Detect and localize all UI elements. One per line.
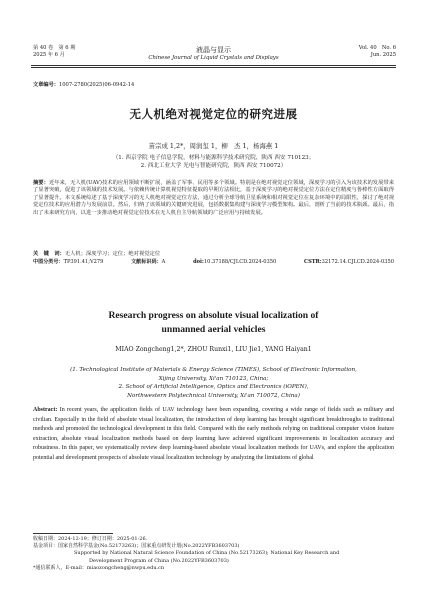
affiliation-en-4: Northwestern Polytechnical University, Xi'an 710072, China): [127, 392, 300, 399]
header-journal: [110, 46, 317, 62]
footnote-email: *通信联系人，E-mail：miaozongcheng@nwpu.edu.cn: [33, 564, 165, 571]
header-date-cn: 2025 年 6 月: [33, 51, 65, 58]
fund-cn-text: 国家自然科学基金(No.52173263)；国家重点研发计划(No.2022YFB3603703): [58, 543, 240, 550]
article-number-value: 1007-2780(2025)06-0942-14: [58, 82, 135, 88]
title-en: [31, 309, 396, 336]
title-cn: 无人机绝对视觉定位的研究进展: [129, 107, 298, 121]
doi-value: 10.37188/CJLCD.2024-0350: [203, 259, 277, 265]
abstract-en-text: In recent years, the application fields of UAV technology have been expanding, covering a wide range of fields such as military and civilian. Especially in the field of absolute visual localization, the introduction of deep learning has brought significant breakthroughs to traditional methods and promoted the technological development in this field. Compared with the early methods relying on traditional computer vision feature extraction, absolute visual localization methods based on deep learning have achieved significant improvements in localization accuracy and robustness. In this paper, we systematically review deep learning-based absolute visual localization methods for UAVs, and explore the application potential and development prospects of absolute visual localization technology by analyzing the limitations of global: [33, 407, 394, 461]
keywords-cn-text: 无人机；深度学习；定位；绝对视觉定位: [64, 251, 161, 257]
header-date-en: Jun. 2025: [370, 51, 396, 58]
doi: [193, 259, 276, 266]
authors-en: MIAO Zongcheng1,2*, ZHOU Runxi1, LIU Jie1, YANG Haiyan1: [115, 346, 312, 353]
affiliation-en-2: Xijing University, Xi'an 710123, China;: [158, 375, 269, 382]
cstr-label: CSTR:: [304, 259, 322, 265]
affiliation-en-1: (1. Technological Institute of Materials & Energy Science (TIMES), School of Electronic Information,: [70, 367, 357, 373]
abstract-en: [33, 406, 394, 464]
clc-value: TP391.41;V279: [63, 259, 104, 265]
clc-number: [33, 259, 103, 266]
header-rule-thin: [31, 67, 396, 68]
title-en-line-2: unmanned aerial vehicles: [161, 323, 266, 335]
footnote-fund-en-2: Development Program of China (No.2022YFB3603703): [89, 557, 229, 564]
header-rule-thick: [31, 65, 396, 66]
footnote-received: 收稿日期：2024-12-19；修订日期：2025-01-26.: [33, 536, 148, 542]
affiliations-en: [40, 366, 387, 400]
footnote-rule: [33, 533, 113, 534]
keywords-cn: [33, 251, 394, 258]
article-number: [33, 82, 134, 89]
classification-line: [33, 259, 394, 266]
article-number-label: 文章编号：: [33, 82, 59, 88]
clc-label: 中图分类号：: [33, 259, 64, 265]
header-volume-info: [33, 45, 113, 59]
abstract-cn-label: 摘要：: [33, 180, 49, 186]
doc-code-label: 文献标识码：: [131, 259, 162, 265]
journal-name-en: Chinese Journal of Liquid Crystals and Displays: [148, 55, 279, 61]
header-volume-cn: 第 40 卷 第 6 期: [33, 45, 76, 51]
abstract-cn-text: 近年来，无人机(UAV)技术的应用领域不断扩展，涵盖了军事、民用等多个领域。特别是在绝对视觉定位领域，深度学习的引入为该技术的发展带来了显著突破，促进了该领域的技术发展。与依赖传统计算机视觉特征提取的早期方法相比，基于深度学习的绝对视觉定位方法在定位精度与鲁棒性方面取得了显著提升。本文系统综述了基于深度学习的无人机绝对视觉定位方法，通过分析全球导航卫星系统和相对视觉定位在复杂环境中的局限性，探讨了绝对视觉定位技术的应用潜力与发展前景。然后，归纳了该领域的关键研究进展，包括数据集构建与深度学习模型架构。最后，剖析了当前的技术瓶颈。最后，指出了未来研究方向，以进一步推动绝对视觉定位技术在无人机自主导航领域的广泛应用与持续发展。: [33, 180, 394, 216]
header-volume-en: Vol. 40 No. 6: [358, 45, 396, 51]
affiliation-cn-1: （1. 西京学院 电子信息学院，材料与能源科学技术研究院，陕西 西安 710123；: [112, 155, 315, 161]
keywords-cn-label: 关 键 词：: [33, 251, 65, 257]
affiliation-en-3: 2. School of Artificial Intelligence, Optics and Electronics (iOPEN),: [118, 384, 309, 391]
abstract-en-label: Abstract:: [33, 407, 58, 413]
header-volume-info-en: [316, 45, 396, 59]
affiliation-cn-2: 2. 西北工业大学 光电与智能研究院，陕西 西安 710072）: [140, 163, 287, 169]
document-code: [131, 259, 165, 266]
footnotes: [33, 536, 394, 572]
cstr: [304, 259, 394, 266]
title-en-line-1: Research progress on absolute visual localization of: [108, 310, 319, 321]
cstr-value: 32172.14.CJLCD.2024-0350: [321, 259, 394, 265]
abstract-cn: [33, 180, 394, 217]
journal-name-cn: 液晶与显示: [196, 46, 231, 54]
affiliations-cn: [31, 154, 396, 170]
doc-code-value: A: [161, 259, 166, 265]
footnote-fund-en-1: Supported by National Natural Science Foundation of China (No.52173263); National Key Research and: [74, 550, 340, 557]
authors-cn: 苗宗成 1,2*，周润玺 1，柳 杰 1，杨海燕 1: [148, 142, 279, 150]
doi-label: doi:: [193, 259, 204, 265]
fund-label: 基金项目：: [33, 543, 59, 550]
